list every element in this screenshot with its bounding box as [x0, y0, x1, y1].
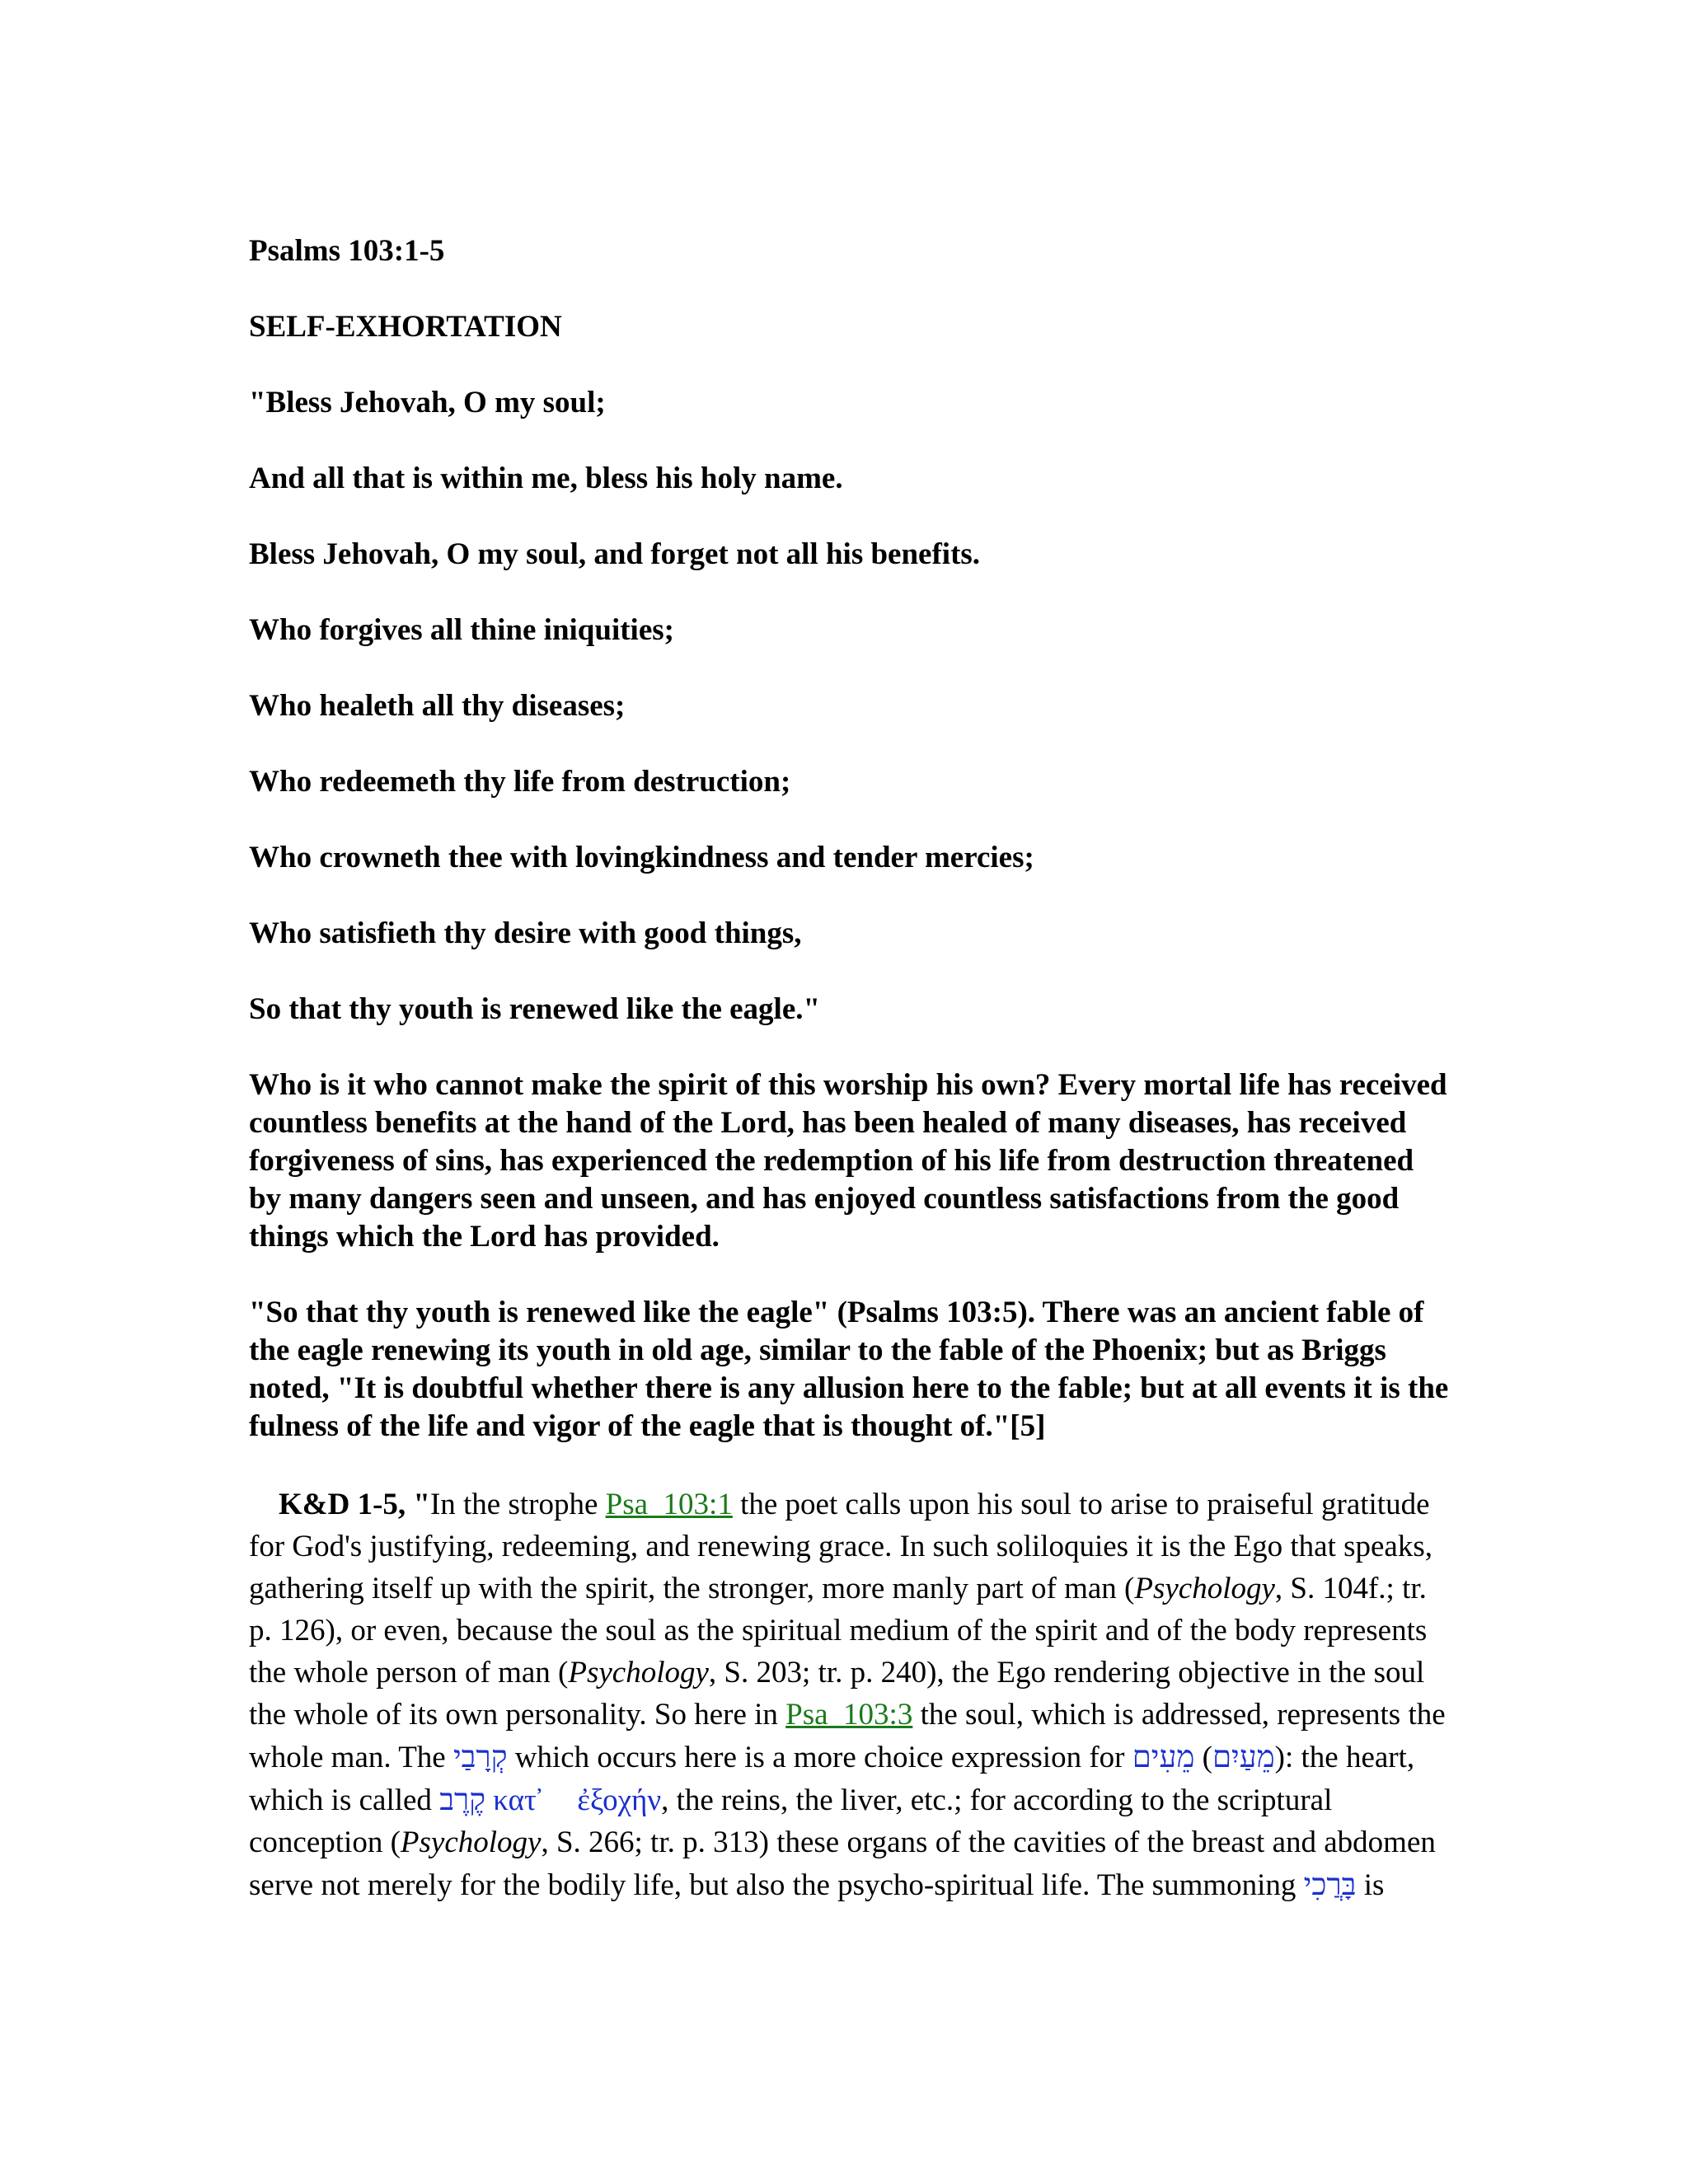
- kd-text: (: [1194, 1741, 1212, 1774]
- verse-list: [249, 384, 1452, 1029]
- verse-line: "Bless Jehovah, O my soul;: [249, 386, 606, 419]
- kd-text: , S. 266; tr. p. 313) these organs of the cavities of the breast and abdomen serve not merely for the bodily life, but also the psycho-spiritual life. The summoning: [249, 1825, 1436, 1902]
- kd-text: ): the heart, which is called: [249, 1741, 1415, 1817]
- verse-line: Who redeemeth thy life from destruction;: [249, 765, 791, 799]
- greek-word: ἐξοχήν: [577, 1783, 662, 1817]
- document-content: [249, 232, 1452, 1906]
- kd-text: the soul, which is addressed, represents the whole man. The: [249, 1698, 1446, 1774]
- page-title: Psalms 103:1-5: [249, 234, 445, 268]
- kd-text: the poet calls upon his soul to arise to praiseful gratitude for God's justifying, redeeming, and renewing grace. In such soliloquies it is the Ego that speaks, gathering itself up with the spirit, the stronger, more manly part of man (: [249, 1488, 1432, 1605]
- verse-line: Who satisfieth thy desire with good things,: [249, 916, 802, 950]
- verse-line: Who healeth all thy diseases;: [249, 689, 626, 723]
- scripture-link-psa-103-3[interactable]: Psa_103:3: [785, 1698, 913, 1732]
- book-title: Psychology: [400, 1825, 542, 1859]
- page-subtitle: SELF-EXHORTATION: [249, 310, 562, 344]
- kd-commentary: [249, 1483, 1452, 1906]
- kd-lead: K&D 1-5, ": [279, 1488, 430, 1521]
- verse-line: Who forgives all thine iniquities;: [249, 613, 674, 647]
- commentary-paragraph: Who is it who cannot make the spirit of this worship his own? Every mortal life has received countless benefits at the hand of the Lord, has been healed of many diseases, has received forgiveness of sins, has experienced the redemption of his life from destruction threatened by many dangers seen and unseen, and has enjoyed countless satisfactions from the good things which the Lord has provided.: [249, 1068, 1447, 1254]
- hebrew-word: בָּרֲכִי: [1303, 1867, 1357, 1902]
- hebrew-word: מֵעִים: [1132, 1739, 1195, 1774]
- commentary-paragraph: "So that thy youth is renewed like the eagle" (Psalms 103:5). There was an ancient fable of the eagle renewing its youth in old age, similar to the fable of the Phoenix; but as Briggs noted, "It is doubtful whether there is any allusion here to the fable; but at all events it is the fulness of the life and vigor of the eagle that is thought of."[5]: [249, 1296, 1449, 1443]
- kd-text: In the strophe: [429, 1488, 606, 1521]
- kd-text: , S. 203; tr. p. 240), the Ego rendering objective in the soul the whole of its own personality. So here in: [249, 1656, 1425, 1732]
- hebrew-word: קֶרֶב: [439, 1782, 485, 1817]
- hebrew-word: קְרָבַי: [452, 1739, 508, 1774]
- greek-word: κατ: [485, 1783, 537, 1817]
- book-title: Psychology: [1134, 1572, 1275, 1605]
- greek-mark: ᾽: [534, 1783, 545, 1817]
- hebrew-word: מֵעַיִם: [1212, 1739, 1275, 1774]
- kd-text: , S. 104f.; tr. p. 126), or even, because the soul as the spiritual medium of the spirit and of the body represents the whole person of man (: [249, 1572, 1428, 1690]
- kd-text: is: [1356, 1868, 1385, 1902]
- kd-text: , the reins, the liver, etc.; for according to the scriptural conception (: [249, 1783, 1333, 1859]
- verse-line: So that thy youth is renewed like the eagle.": [249, 992, 821, 1026]
- scripture-link-psa-103-1[interactable]: Psa_103:1: [605, 1488, 733, 1521]
- verse-line: Who crowneth thee with lovingkindness and tender mercies;: [249, 841, 1034, 874]
- kd-text: which occurs here is a more choice expression for: [507, 1741, 1132, 1774]
- verse-line: And all that is within me, bless his holy name.: [249, 462, 843, 495]
- book-title: Psychology: [568, 1656, 709, 1690]
- verse-line: Bless Jehovah, O my soul, and forget not all his benefits.: [249, 537, 981, 571]
